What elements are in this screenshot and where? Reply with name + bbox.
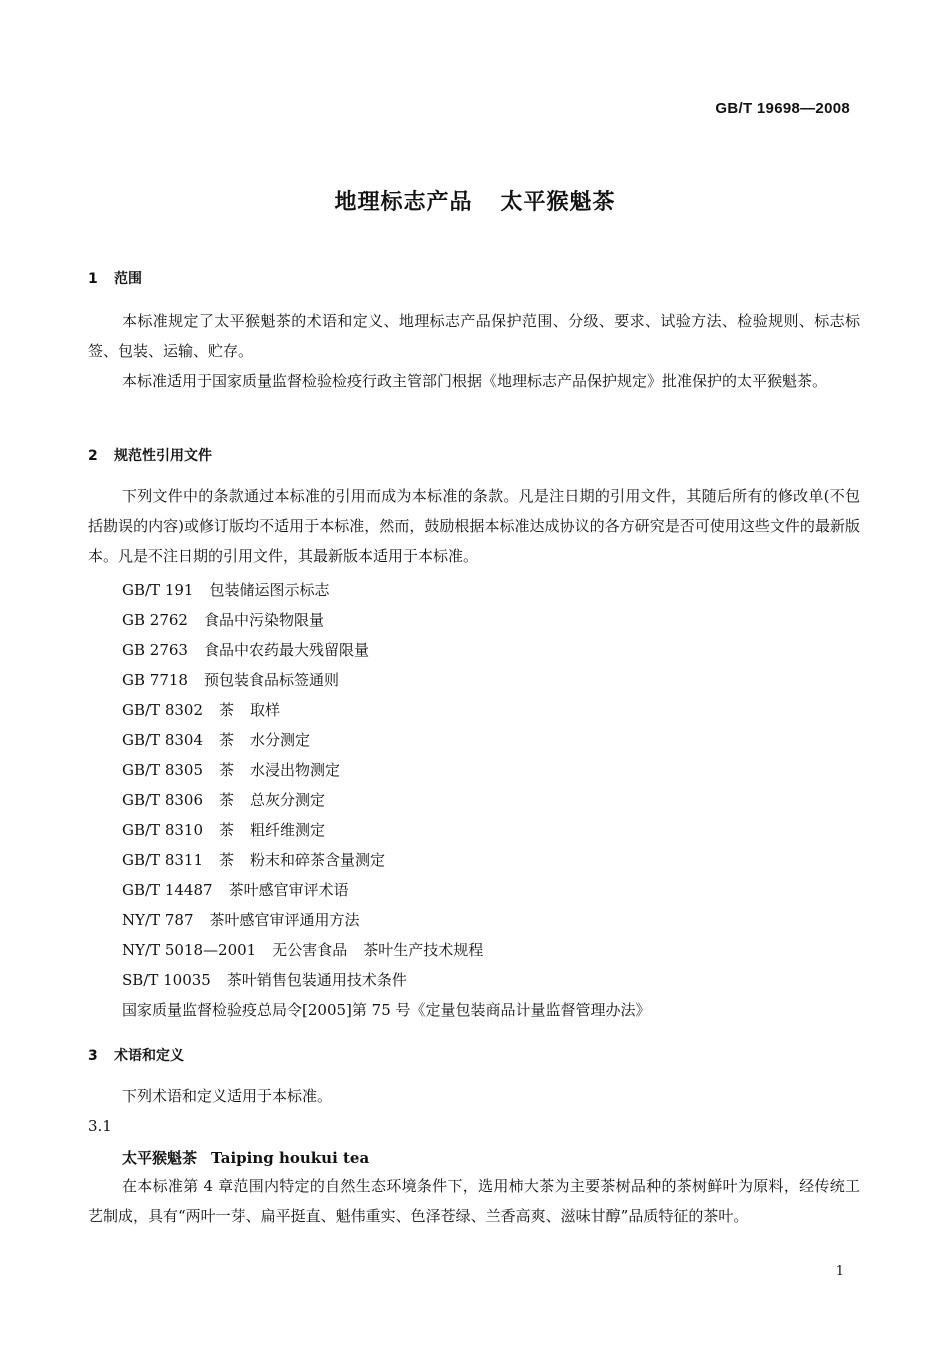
reference-item bbox=[122, 699, 280, 720]
reference-subtitle: 水分测定 bbox=[250, 731, 311, 749]
reference-item bbox=[122, 909, 360, 930]
title-part-2: 太平猴魁茶 bbox=[500, 190, 616, 215]
section-3-intro: 下列术语和定义适用于本标准。 bbox=[122, 1087, 333, 1105]
reference-code: GB/T 8311 bbox=[122, 851, 204, 869]
reference-code: GB/T 8306 bbox=[122, 791, 204, 809]
term-heading bbox=[122, 1147, 369, 1168]
section-3-title: 术语和定义 bbox=[114, 1048, 184, 1064]
reference-code: GB 7718 bbox=[122, 671, 188, 689]
section-1-paragraph-2: 本标准适用于国家质量监督检验检疫行政主管部门根据《地理标志产品保护规定》批准保护的太平猴魁茶。 bbox=[122, 372, 828, 390]
reference-item bbox=[122, 639, 369, 660]
reference-title: 茶叶感官审评通用方法 bbox=[209, 911, 360, 929]
reference-title: 无公害食品 bbox=[272, 941, 348, 959]
reference-item bbox=[122, 849, 385, 870]
reference-code: SB/T 10035 bbox=[122, 971, 211, 989]
page-number: 1 bbox=[835, 1264, 844, 1279]
reference-code: GB/T 8304 bbox=[122, 731, 204, 749]
standard-number: GB/T 19698—2008 bbox=[715, 100, 850, 117]
term-definition: 在本标准第 4 章范围内特定的自然生态环境条件下，选用柿大茶为主要茶树品种的茶树鲜叶为原料，经传统工艺制成，具有“两叶一芽、扁平挺直、魁伟重实、色泽苍绿、兰香高爽、滋味甘醇”品质特征的茶叶。 bbox=[88, 1177, 860, 1225]
reference-subtitle: 粗纤维测定 bbox=[250, 821, 326, 839]
reference-code: NY/T 787 bbox=[122, 911, 194, 929]
reference-item-decree: 国家质量监督检验疫总局令[2005]第 75 号《定量包装商品计量监督管理办法》 bbox=[122, 1001, 651, 1019]
term-chinese: 太平猴魁茶 bbox=[122, 1149, 198, 1167]
clause-number: 3.1 bbox=[88, 1117, 112, 1135]
reference-title: 茶 bbox=[219, 761, 235, 779]
reference-code: GB/T 191 bbox=[122, 581, 194, 599]
reference-subtitle: 茶叶生产技术规程 bbox=[363, 941, 484, 959]
section-2-intro: 下列文件中的条款通过本标准的引用而成为本标准的条款。凡是注日期的引用文件，其随后所有的修改单(不包括勘误的内容)或修订版均不适用于本标准，然而，鼓励根据本标准达成协议的各方研究是否可使用这些文件的最新版本。凡是不注日期的引用文件，其最新版本适用于本标准。 bbox=[88, 487, 860, 565]
section-2-number: 2 bbox=[88, 448, 98, 464]
reference-item bbox=[122, 759, 340, 780]
reference-code: GB 2762 bbox=[122, 611, 188, 629]
section-1-number: 1 bbox=[88, 271, 98, 287]
term-english: Taiping houkui tea bbox=[211, 1149, 370, 1167]
title-part-1: 地理标志产品 bbox=[334, 190, 473, 215]
reference-item bbox=[122, 969, 407, 990]
reference-title: 茶 bbox=[219, 731, 235, 749]
reference-title: 茶叶感官审评术语 bbox=[228, 881, 349, 899]
reference-item bbox=[122, 819, 325, 840]
reference-title: 茶 bbox=[219, 821, 235, 839]
section-2-heading bbox=[88, 445, 212, 465]
reference-title: 食品中农药最大残留限量 bbox=[203, 641, 369, 659]
reference-subtitle: 总灰分测定 bbox=[250, 791, 326, 809]
reference-item bbox=[122, 579, 329, 600]
reference-code: GB/T 14487 bbox=[122, 881, 213, 899]
reference-item bbox=[122, 789, 325, 810]
reference-item bbox=[122, 879, 349, 900]
section-3-number: 3 bbox=[88, 1048, 98, 1064]
reference-item bbox=[122, 669, 339, 690]
reference-subtitle: 粉末和碎茶含量测定 bbox=[250, 851, 386, 869]
reference-title: 茶 bbox=[219, 701, 235, 719]
reference-title: 茶 bbox=[219, 851, 235, 869]
section-3-heading bbox=[88, 1045, 184, 1065]
reference-title: 食品中污染物限量 bbox=[203, 611, 324, 629]
reference-subtitle: 水浸出物测定 bbox=[250, 761, 341, 779]
reference-item bbox=[122, 609, 324, 630]
reference-title: 包装储运图示标志 bbox=[209, 581, 330, 599]
reference-code: GB/T 8310 bbox=[122, 821, 204, 839]
reference-title: 茶叶销售包装通用技术条件 bbox=[226, 971, 407, 989]
section-1-heading bbox=[88, 268, 142, 288]
reference-item bbox=[122, 939, 483, 960]
section-1-title: 范围 bbox=[114, 271, 142, 287]
reference-title: 茶 bbox=[219, 791, 235, 809]
reference-title: 预包装食品标签通则 bbox=[203, 671, 339, 689]
reference-code: NY/T 5018—2001 bbox=[122, 941, 257, 959]
section-1-paragraph-1: 本标准规定了太平猴魁茶的术语和定义、地理标志产品保护范围、分级、要求、试验方法、检验规则、标志标签、包装、运输、贮存。 bbox=[88, 312, 860, 360]
document-title bbox=[0, 185, 950, 216]
reference-code: GB 2763 bbox=[122, 641, 188, 659]
reference-item bbox=[122, 729, 310, 750]
reference-code: GB/T 8302 bbox=[122, 701, 204, 719]
reference-subtitle: 取样 bbox=[250, 701, 281, 719]
section-2-title: 规范性引用文件 bbox=[114, 448, 212, 464]
reference-code: GB/T 8305 bbox=[122, 761, 204, 779]
